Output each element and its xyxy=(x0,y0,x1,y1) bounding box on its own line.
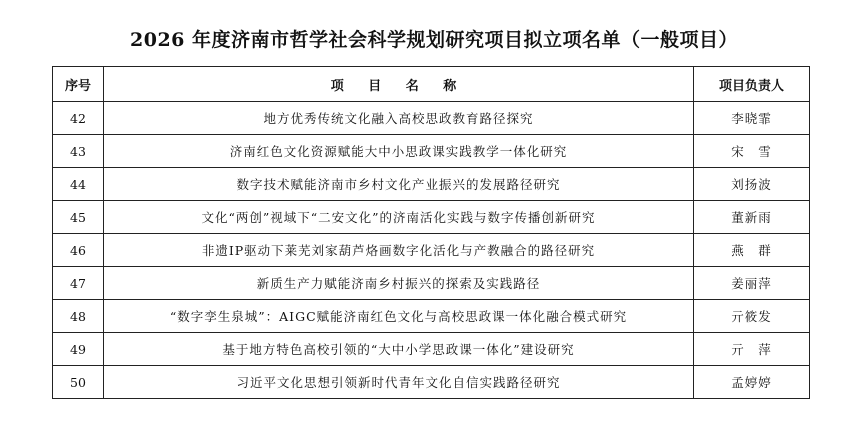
row-number: 50 xyxy=(53,366,104,399)
table-header-row xyxy=(53,67,810,102)
row-number: 47 xyxy=(53,267,104,300)
header-project-name: 项 目 名 称 xyxy=(104,67,694,102)
project-leader: 姜丽萍 xyxy=(694,267,810,300)
project-leader: 宋 雪 xyxy=(694,135,810,168)
project-leader: 亓筱发 xyxy=(694,300,810,333)
table-row xyxy=(53,366,810,399)
table-row xyxy=(53,201,810,234)
project-table xyxy=(52,66,810,399)
table-row xyxy=(53,135,810,168)
row-number: 44 xyxy=(53,168,104,201)
project-name: 新质生产力赋能济南乡村振兴的探索及实践路径 xyxy=(104,267,694,300)
row-number: 42 xyxy=(53,102,104,135)
page-title: 2026 年度济南市哲学社会科学规划研究项目拟立项名单（一般项目） xyxy=(130,29,738,51)
header-project-leader: 项目负责人 xyxy=(694,67,810,102)
project-name: 地方优秀传统文化融入高校思政教育路径探究 xyxy=(104,102,694,135)
project-name: 习近平文化思想引领新时代青年文化自信实践路径研究 xyxy=(104,366,694,399)
project-leader: 孟婷婷 xyxy=(694,366,810,399)
row-number: 45 xyxy=(53,201,104,234)
row-number: 49 xyxy=(53,333,104,366)
project-leader: 董新雨 xyxy=(694,201,810,234)
row-number: 48 xyxy=(53,300,104,333)
project-name: 基于地方特色高校引领的“大中小学思政课一体化”建设研究 xyxy=(104,333,694,366)
project-leader: 燕 群 xyxy=(694,234,810,267)
project-name: 数字技术赋能济南市乡村文化产业振兴的发展路径研究 xyxy=(104,168,694,201)
header-number: 序号 xyxy=(53,67,104,102)
table-row xyxy=(53,102,810,135)
project-name: 济南红色文化资源赋能大中小思政课实践教学一体化研究 xyxy=(104,135,694,168)
project-name: 文化“两创”视域下“二安文化”的济南活化实践与数字传播创新研究 xyxy=(104,201,694,234)
project-leader: 李晓霏 xyxy=(694,102,810,135)
project-leader: 刘扬波 xyxy=(694,168,810,201)
project-name: “数字孪生泉城”：AIGC赋能济南红色文化与高校思政课一体化融合模式研究 xyxy=(104,300,694,333)
row-number: 43 xyxy=(53,135,104,168)
table-row xyxy=(53,168,810,201)
table-row xyxy=(53,300,810,333)
table-row xyxy=(53,267,810,300)
project-name: 非遗IP驱动下莱芜刘家葫芦烙画数字化活化与产教融合的路径研究 xyxy=(104,234,694,267)
project-leader: 亓 萍 xyxy=(694,333,810,366)
table-row xyxy=(53,333,810,366)
row-number: 46 xyxy=(53,234,104,267)
table-row xyxy=(53,234,810,267)
